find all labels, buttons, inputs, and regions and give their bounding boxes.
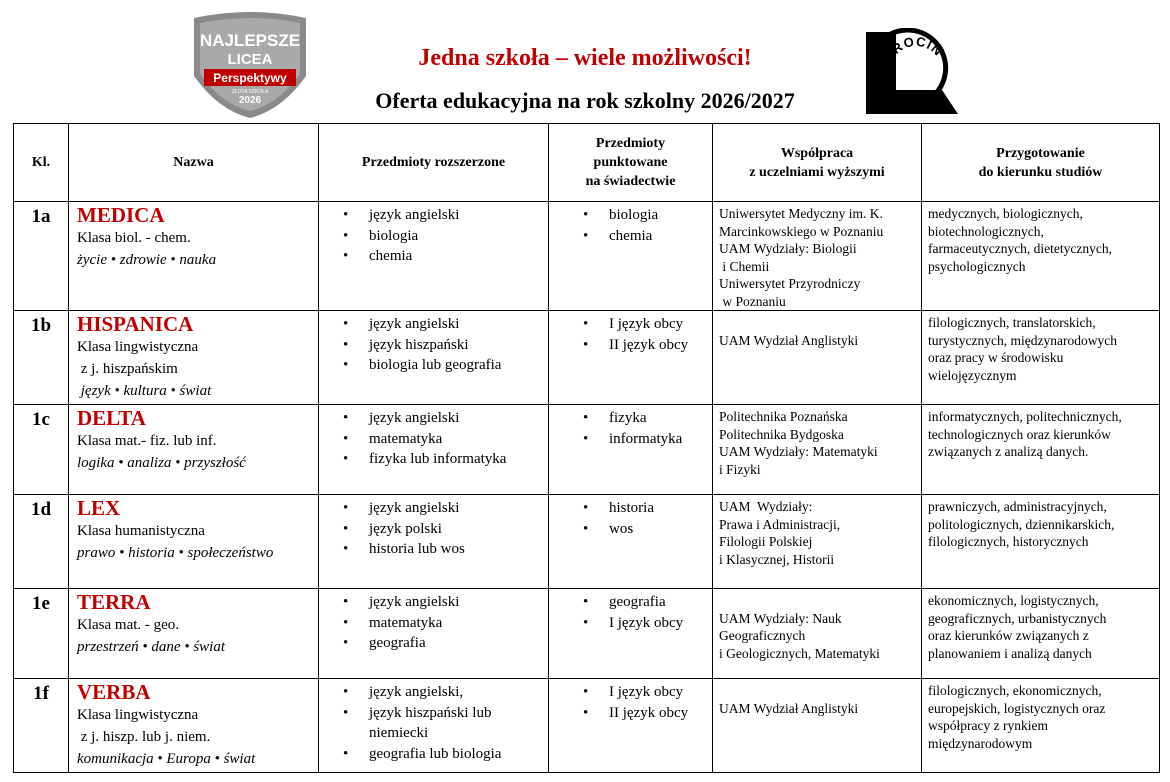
text-line: i Chemii bbox=[719, 258, 770, 274]
table-header-row bbox=[14, 124, 1160, 202]
class-name: VERBA bbox=[77, 680, 151, 704]
list-item: • II język obcy bbox=[609, 703, 712, 724]
list-item: • historia bbox=[609, 498, 712, 519]
text-line: filologicznych, historycznych bbox=[928, 534, 1089, 549]
list-item: • matematyka bbox=[369, 429, 548, 450]
class-motto: komunikacja • Europa • świat bbox=[77, 751, 256, 767]
text-line: Geograficznych bbox=[719, 628, 806, 643]
list-item: • biologia bbox=[369, 226, 548, 247]
list-item: • geografia bbox=[369, 633, 548, 654]
table-row bbox=[14, 405, 1160, 495]
class-type: Klasa lingwistyczna bbox=[77, 707, 199, 723]
text-line: informatycznych, politechnicznych, bbox=[928, 409, 1122, 424]
list-item: • II język obcy bbox=[609, 335, 712, 356]
class-type: Klasa lingwistyczna bbox=[77, 339, 199, 355]
universities-cell bbox=[713, 495, 922, 589]
text-line: Prawa i Administracji, bbox=[719, 516, 841, 532]
class-type-detail: z j. hiszp. lub j. niem. bbox=[77, 729, 211, 745]
list-item: • język hiszpański bbox=[369, 335, 548, 356]
text-line: biotechnologicznych, bbox=[928, 223, 1044, 239]
class-code: 1f bbox=[14, 679, 69, 773]
badge-brand: Perspektywy bbox=[213, 71, 287, 85]
extended-subjects-cell bbox=[319, 679, 549, 773]
class-type: Klasa mat.- fiz. lub inf. bbox=[77, 433, 217, 449]
preparation-cell bbox=[922, 679, 1160, 773]
list-item: • wos bbox=[609, 519, 712, 540]
preparation-cell bbox=[922, 495, 1160, 589]
list-item: • język angielski bbox=[369, 592, 548, 613]
class-code: 1e bbox=[14, 589, 69, 679]
universities-cell bbox=[713, 679, 922, 773]
page-title: Jedna szkoła – wiele możliwości! bbox=[418, 45, 752, 71]
list-item: • fizyka lub informatyka bbox=[369, 449, 548, 470]
table-row bbox=[14, 679, 1160, 773]
text-line: prawniczych, administracyjnych, bbox=[928, 499, 1107, 514]
list-item: • historia lub wos bbox=[369, 539, 548, 560]
text-line bbox=[719, 592, 921, 610]
text-line: farmaceutycznych, dietetycznych, bbox=[928, 241, 1113, 256]
list-item: • język angielski bbox=[369, 314, 548, 335]
scored-subjects-cell bbox=[549, 495, 713, 589]
class-motto: przestrzeń • dane • świat bbox=[77, 639, 226, 655]
col-header-scored: Przedmioty punktowane na świadectwie bbox=[549, 124, 713, 202]
col-header-universities: Współpraca z uczelniami wyższymi bbox=[713, 124, 922, 202]
text-line: Politechnika Bydgoska bbox=[719, 426, 844, 442]
class-name-cell bbox=[69, 589, 319, 679]
class-name-cell bbox=[69, 311, 319, 405]
text-line: oraz kierunków związanych z bbox=[928, 628, 1089, 643]
col-header-preparation: Przygotowanie do kierunku studiów bbox=[922, 124, 1160, 202]
class-name: LEX bbox=[77, 496, 121, 520]
text-line: Uniwersytet Przyrodniczy bbox=[719, 276, 861, 291]
badge-line1: NAJLEPSZE bbox=[199, 31, 301, 50]
text-line: planowaniem i analizą danych bbox=[928, 645, 1092, 661]
text-line: medycznych, biologicznych, bbox=[928, 206, 1083, 221]
list-item: • geografia lub biologia bbox=[369, 744, 548, 765]
table-row bbox=[14, 589, 1160, 679]
list-item: • geografia bbox=[609, 592, 712, 613]
class-type: Klasa biol. - chem. bbox=[77, 230, 191, 246]
col-header-extended: Przedmioty rozszerzone bbox=[319, 124, 549, 202]
col-header-class: Kl. bbox=[14, 124, 69, 202]
table-row bbox=[14, 311, 1160, 405]
badge-small: ZŁOTA SZKOŁA bbox=[231, 89, 269, 95]
class-motto: logika • analiza • przyszłość bbox=[77, 455, 246, 471]
universities-cell bbox=[713, 589, 922, 679]
jarocin-logo bbox=[862, 28, 966, 118]
text-line: geograficznych, urbanistycznych bbox=[928, 610, 1107, 626]
text-line: wielojęzycznym bbox=[928, 367, 1017, 383]
scored-subjects-cell bbox=[549, 589, 713, 679]
list-item: • informatyka bbox=[609, 429, 712, 450]
preparation-cell bbox=[922, 405, 1160, 495]
scored-subjects-cell bbox=[549, 679, 713, 773]
list-item: • matematyka bbox=[369, 613, 548, 634]
list-item: • język angielski, bbox=[369, 682, 548, 703]
list-item: • I język obcy bbox=[609, 314, 712, 335]
text-line: turystycznych, międzynarodowych bbox=[928, 332, 1117, 348]
text-line: i Klasycznej, Historii bbox=[719, 551, 835, 567]
class-name: DELTA bbox=[77, 406, 146, 430]
class-code: 1b bbox=[14, 311, 69, 405]
text-line: filologicznych, ekonomicznych, bbox=[928, 683, 1102, 698]
text-line: ekonomicznych, logistycznych, bbox=[928, 593, 1099, 608]
list-item: • język polski bbox=[369, 519, 548, 540]
badge-line2: LICEA bbox=[227, 51, 273, 68]
class-motto: język • kultura • świat bbox=[77, 383, 212, 399]
extended-subjects-cell bbox=[319, 495, 549, 589]
class-code: 1c bbox=[14, 405, 69, 495]
offer-table bbox=[13, 123, 1160, 773]
list-item: • chemia bbox=[369, 246, 548, 267]
text-line: współpracy z rynkiem bbox=[928, 718, 1048, 733]
text-line bbox=[719, 682, 921, 700]
text-line: w Poznaniu bbox=[719, 293, 786, 309]
text-line: związanych z analizą danych. bbox=[928, 444, 1089, 459]
extended-subjects-cell bbox=[319, 311, 549, 405]
text-line: UAM Wydziały: Nauk bbox=[719, 610, 842, 626]
list-item: • I język obcy bbox=[609, 613, 712, 634]
class-code: 1d bbox=[14, 495, 69, 589]
text-line: psychologicznych bbox=[928, 258, 1026, 274]
class-type: Klasa humanistyczna bbox=[77, 523, 205, 539]
list-item: • fizyka bbox=[609, 408, 712, 429]
text-line: filologicznych, translatorskich, bbox=[928, 315, 1096, 330]
page-subtitle: Oferta edukacyjna na rok szkolny 2026/2027 bbox=[375, 88, 795, 113]
text-line: oraz pracy w środowisku bbox=[928, 350, 1064, 365]
table-row bbox=[14, 495, 1160, 589]
table-row bbox=[14, 202, 1160, 311]
text-line: technologicznych oraz kierunków bbox=[928, 426, 1111, 442]
class-type: Klasa mat. - geo. bbox=[77, 617, 180, 633]
preparation-cell bbox=[922, 202, 1160, 311]
extended-subjects-cell bbox=[319, 202, 549, 311]
class-name: MEDICA bbox=[77, 203, 165, 227]
badge-year: 2026 bbox=[238, 95, 262, 106]
text-line: Marcinkowskiego w Poznaniu bbox=[719, 223, 884, 239]
text-line: i Geologicznych, Matematyki bbox=[719, 645, 880, 661]
text-line: i Fizyki bbox=[719, 461, 761, 477]
list-item: • język angielski bbox=[369, 498, 548, 519]
class-name-cell bbox=[69, 202, 319, 311]
text-line: UAM Wydziały: bbox=[719, 499, 813, 514]
text-line: Filologii Polskiej bbox=[719, 534, 813, 549]
text-line: politologicznych, dziennikarskich, bbox=[928, 516, 1115, 532]
class-name: TERRA bbox=[77, 590, 151, 614]
class-name-cell bbox=[69, 679, 319, 773]
text-line: UAM Wydział Anglistyki bbox=[719, 700, 859, 716]
text-line: Politechnika Poznańska bbox=[719, 409, 848, 424]
text-line: UAM Wydziały: Biologii bbox=[719, 241, 857, 256]
extended-subjects-cell bbox=[319, 405, 549, 495]
class-name: HISPANICA bbox=[77, 312, 194, 336]
universities-cell bbox=[713, 405, 922, 495]
text-line: Uniwersytet Medyczny im. K. bbox=[719, 206, 883, 221]
col-header-name: Nazwa bbox=[69, 124, 319, 202]
list-item: • biologia lub geografia bbox=[369, 355, 548, 376]
universities-cell bbox=[713, 202, 922, 311]
text-line bbox=[719, 314, 921, 332]
preparation-cell bbox=[922, 589, 1160, 679]
text-line: UAM Wydziały: Matematyki bbox=[719, 444, 878, 459]
class-name-cell bbox=[69, 495, 319, 589]
list-item: • chemia bbox=[609, 226, 712, 247]
logo-text: JAROCIN bbox=[877, 33, 947, 73]
scored-subjects-cell bbox=[549, 202, 713, 311]
class-type-detail: z j. hiszpańskim bbox=[77, 361, 178, 377]
extended-subjects-cell bbox=[319, 589, 549, 679]
class-name-cell bbox=[69, 405, 319, 495]
class-motto: prawo • historia • społeczeństwo bbox=[77, 545, 274, 561]
scored-subjects-cell bbox=[549, 311, 713, 405]
list-item: • język angielski bbox=[369, 205, 548, 226]
preparation-cell bbox=[922, 311, 1160, 405]
class-motto: życie • zdrowie • nauka bbox=[77, 252, 217, 268]
list-item: • I język obcy bbox=[609, 682, 712, 703]
list-item: • biologia bbox=[609, 205, 712, 226]
universities-cell bbox=[713, 311, 922, 405]
text-line: UAM Wydział Anglistyki bbox=[719, 332, 859, 348]
text-line: europejskich, logistycznych oraz bbox=[928, 700, 1106, 716]
list-item: • język hiszpański lub niemiecki bbox=[369, 703, 548, 744]
text-line: międzynarodowym bbox=[928, 735, 1033, 751]
class-code: 1a bbox=[14, 202, 69, 311]
list-item: • język angielski bbox=[369, 408, 548, 429]
scored-subjects-cell bbox=[549, 405, 713, 495]
